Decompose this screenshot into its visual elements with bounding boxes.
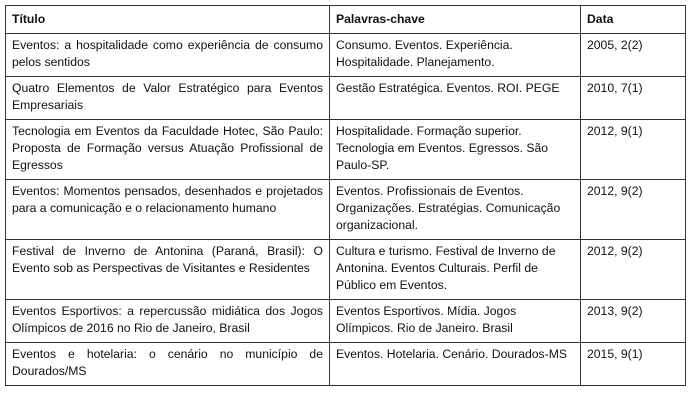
cell-data: 2015, 9(1) [581, 343, 686, 386]
table-row [6, 300, 686, 343]
cell-palavras-chave: Cultura e turismo. Festival de Inverno de Antonina. Eventos Culturais. Perfil de Público em Eventos. [330, 240, 581, 300]
cell-data: 2013, 9(2) [581, 300, 686, 343]
cell-data: 2005, 2(2) [581, 34, 686, 77]
cell-palavras-chave: Eventos. Hotelaria. Cenário. Dourados-MS [330, 343, 581, 386]
cell-titulo: Tecnologia em Eventos da Faculdade Hotec, São Paulo: Proposta de Formação versus Atuação Profissional de Egressos [6, 120, 330, 180]
header-palavras-chave: Palavras-chave [330, 6, 581, 34]
table-row [6, 77, 686, 120]
cell-data: 2012, 9(2) [581, 240, 686, 300]
header-row [6, 6, 686, 34]
table-row [6, 34, 686, 77]
cell-data: 2012, 9(2) [581, 180, 686, 240]
cell-titulo: Eventos Esportivos: a repercussão midiática dos Jogos Olímpicos de 2016 no Rio de Janeiro, Brasil [6, 300, 330, 343]
cell-data: 2010, 7(1) [581, 77, 686, 120]
cell-palavras-chave: Consumo. Eventos. Experiência. Hospitalidade. Planejamento. [330, 34, 581, 77]
cell-palavras-chave: Eventos Esportivos. Mídia. Jogos Olímpicos. Rio de Janeiro. Brasil [330, 300, 581, 343]
articles-table [5, 5, 686, 386]
cell-palavras-chave: Gestão Estratégica. Eventos. ROI. PEGE [330, 77, 581, 120]
table-body [6, 34, 686, 386]
table-row [6, 240, 686, 300]
cell-titulo: Festival de Inverno de Antonina (Paraná, Brasil): O Evento sob as Perspectivas de Visitantes e Residentes [6, 240, 330, 300]
table-header [6, 6, 686, 34]
table-row [6, 180, 686, 240]
header-data: Data [581, 6, 686, 34]
header-titulo: Título [6, 6, 330, 34]
table-row [6, 343, 686, 386]
cell-palavras-chave: Eventos. Profissionais de Eventos. Organizações. Estratégias. Comunicação organizacional. [330, 180, 581, 240]
cell-titulo: Quatro Elementos de Valor Estratégico para Eventos Empresariais [6, 77, 330, 120]
cell-palavras-chave: Hospitalidade. Formação superior. Tecnologia em Eventos. Egressos. São Paulo-SP. [330, 120, 581, 180]
cell-titulo: Eventos: Momentos pensados, desenhados e projetados para a comunicação e o relacionamento humano [6, 180, 330, 240]
cell-data: 2012, 9(1) [581, 120, 686, 180]
cell-titulo: Eventos e hotelaria: o cenário no município de Dourados/MS [6, 343, 330, 386]
table-row [6, 120, 686, 180]
cell-titulo: Eventos: a hospitalidade como experiência de consumo pelos sentidos [6, 34, 330, 77]
